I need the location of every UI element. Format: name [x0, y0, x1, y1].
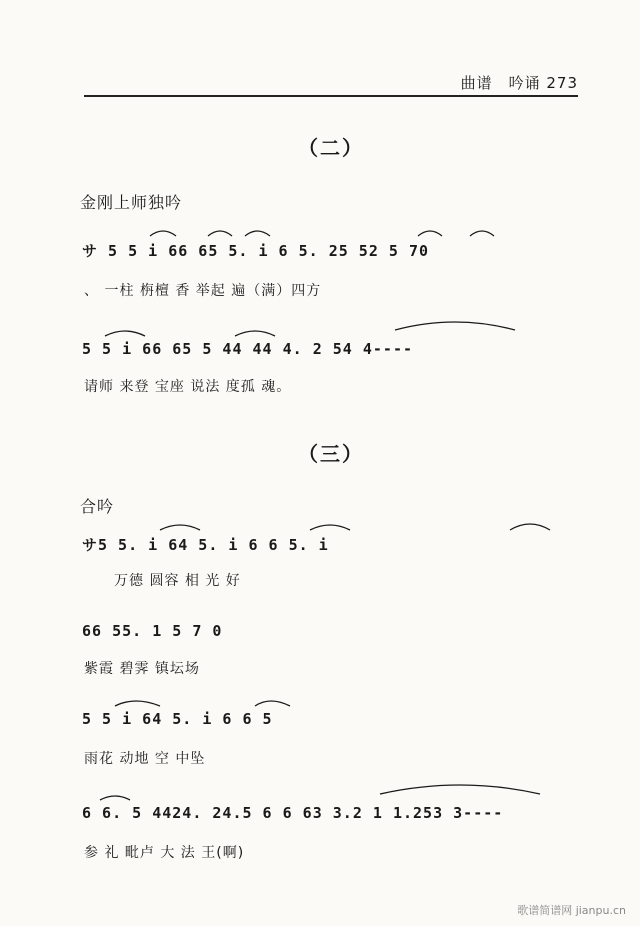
section-title-2: 金刚上师独吟 [80, 193, 183, 212]
slur-arc [150, 231, 176, 236]
lyric-line: 参 礼 毗卢 大 法 王(啊) [84, 845, 245, 861]
slur-arc [235, 331, 275, 336]
slur-arc [105, 331, 145, 336]
slur-arc [470, 231, 494, 236]
notation-line: サ5 5. i 64 5. i 6 6 5. i [82, 536, 329, 554]
lyric-line: 紫霞 碧霁 镇坛场 [84, 661, 200, 677]
page-header: 曲谱 吟诵 273 [460, 74, 578, 92]
header-rule [84, 95, 578, 97]
slur-arc [255, 701, 290, 706]
slur-arc [160, 525, 200, 530]
slur-arc [310, 525, 350, 530]
lyric-line: 雨花 动地 空 中坠 [84, 751, 206, 767]
notation-line: サ 5 5 i 66 65 5. i 6 5. 25 52 5 70 [82, 242, 430, 260]
watermark: 歌谱简谱网 jianpu.cn [517, 904, 626, 917]
notation-line: 5 5 i 64 5. i 6 6 5 [82, 710, 273, 728]
lyric-line: 万德 圆容 相 光 好 [114, 573, 241, 589]
slur-arc [418, 231, 442, 236]
slur-arc [100, 796, 130, 800]
notation-line: 6 6. 5 4424. 24.5 6 6 63 3.2 1 1.253 3---- [82, 804, 504, 822]
slur-arc [395, 322, 515, 330]
notation-line: 66 55. 1 5 7 0 [82, 622, 223, 640]
slur-arc [115, 701, 160, 706]
lyric-line: 、 一柱 栴檀 香 举起 遍（满）四方 [84, 283, 322, 299]
slur-arc [245, 231, 270, 236]
slur-arc [208, 231, 232, 236]
section-heading-3: （三） [298, 442, 364, 466]
section-heading-2: （二） [298, 136, 364, 160]
section-title-3: 合吟 [80, 497, 115, 516]
slur-arc [380, 785, 540, 794]
notation-line: 5 5 i 66 65 5 44 44 4. 2 54 4---- [82, 340, 414, 358]
slur-arc [510, 524, 550, 530]
lyric-line: 请师 来登 宝座 说法 度孤 魂。 [84, 379, 292, 395]
